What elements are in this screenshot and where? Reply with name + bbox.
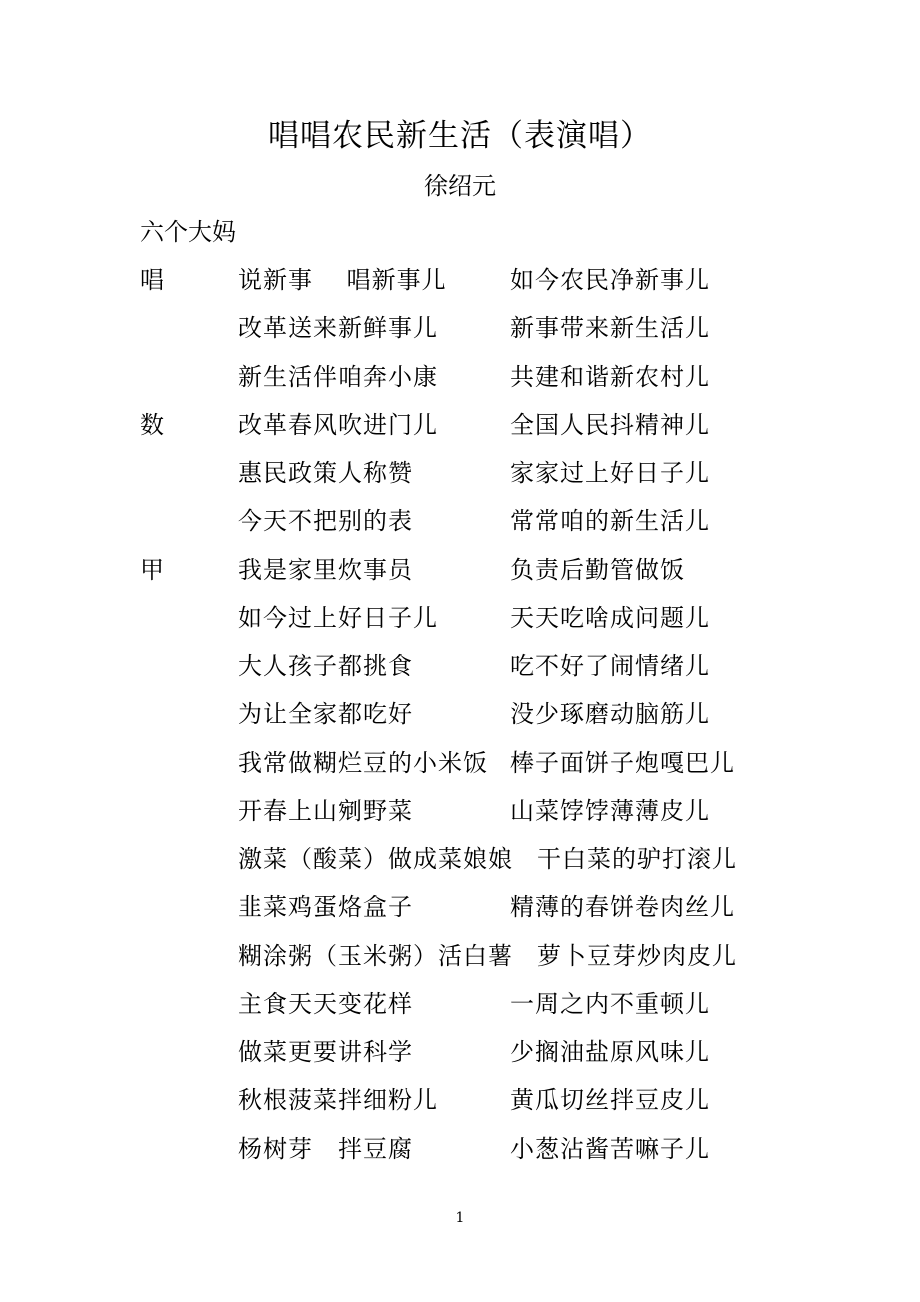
verse-line-second-half: 全国人民抖精神儿 [510, 410, 710, 439]
verse-line [0, 982, 920, 1030]
verse-line-second-half: 没少琢磨动脑筋儿 [510, 700, 710, 729]
verse-line [0, 451, 920, 499]
verse-line-second-half: 干白菜的驴打滚儿 [537, 845, 737, 873]
verse-line-second-half: 共建和谐新农村儿 [510, 362, 710, 391]
verse-line-first-half: 我是家里炊事员 [238, 555, 413, 584]
speaker-label: 甲 [140, 555, 164, 584]
verse-line-second-half: 一周之内不重顿儿 [510, 989, 710, 1018]
document-title: 唱唱农民新生活（表演唱） [268, 118, 652, 154]
verse-line-first-half: 新生活伴咱奔小康 [238, 362, 438, 391]
verse-line [0, 837, 920, 885]
verse-line-first-half: 大人孩子都挑食 [238, 652, 413, 680]
verse-line-first-half: 杨树芽 拌豆腐 [238, 1134, 413, 1163]
section-heading: 六个大妈 [140, 218, 236, 246]
verse-line-second-half: 如今农民净新事儿 [510, 266, 710, 294]
verse-line-second-half: 精薄的春饼卷肉丝儿 [510, 893, 735, 922]
verse-line-first-half: 今天不把别的表 [238, 507, 413, 536]
verse-line-second-half: 吃不好了闹情绪儿 [510, 652, 710, 680]
verse-line-first-half: 秋根菠菜拌细粉儿 [238, 1086, 438, 1115]
verse-line-second-half: 负责后勤管做饭 [510, 555, 685, 584]
verse-line-first-half: 做菜更要讲科学 [238, 1038, 413, 1066]
verse-line-second-half: 山菜饽饽薄薄皮儿 [510, 796, 710, 825]
verse-line-first-half: 韭菜鸡蛋烙盒子 [238, 893, 413, 922]
verse-line [0, 741, 920, 789]
verse-line-second-half: 少搁油盐原风味儿 [510, 1038, 710, 1066]
verse-line-first-half: 糊涂粥（玉米粥）活白薯 [238, 941, 513, 970]
verse-line [0, 644, 920, 692]
speaker-label: 数 [140, 410, 164, 439]
verse-line-first-half: 改革春风吹进门儿 [238, 410, 438, 439]
verse-line-first-half: 说新事 唱新事儿 [238, 266, 447, 294]
verse-line [0, 306, 920, 354]
verse-line-second-half: 萝卜豆芽炒肉皮儿 [537, 941, 737, 970]
verse-line [0, 1030, 920, 1078]
verse-line [0, 934, 920, 982]
verse-line [0, 885, 920, 933]
verse-line-second-half: 黄瓜切丝拌豆皮儿 [510, 1086, 710, 1115]
verse-line-second-half: 常常咱的新生活儿 [510, 507, 710, 536]
verse-line [0, 1127, 920, 1175]
verse-line-first-half: 惠民政策人称赞 [238, 459, 413, 487]
verse-line-first-half: 为让全家都吃好 [238, 700, 413, 729]
verse-line-second-half: 新事带来新生活儿 [510, 314, 710, 343]
verse-line-first-half: 开春上山剜野菜 [238, 796, 413, 825]
verse-line-first-half: 我常做糊烂豆的小米饭 [238, 748, 488, 777]
verse-line-first-half: 如今过上好日子儿 [238, 603, 438, 632]
verse-line-second-half: 天天吃啥成问题儿 [510, 603, 710, 632]
verse-line [0, 403, 920, 451]
verse-line-first-half: 激菜（酸菜）做成菜娘娘 [238, 845, 513, 873]
verse-line-first-half: 改革送来新鲜事儿 [238, 314, 438, 343]
verse-line-first-half: 主食天天变花样 [238, 989, 413, 1018]
verse-line [0, 692, 920, 740]
verse-block [0, 258, 920, 1175]
verse-line-second-half: 家家过上好日子儿 [510, 459, 710, 487]
verse-line [0, 355, 920, 403]
verse-line [0, 789, 920, 837]
page-number: 1 [455, 1210, 465, 1226]
verse-line-second-half: 棒子面饼子炮嘎巴儿 [510, 748, 735, 777]
author-name: 徐绍元 [424, 172, 496, 200]
verse-line [0, 499, 920, 547]
verse-line [0, 548, 920, 596]
verse-line-second-half: 小葱沾酱苦嘛子儿 [510, 1134, 710, 1163]
verse-line [0, 258, 920, 306]
verse-line [0, 596, 920, 644]
speaker-label: 唱 [140, 266, 164, 294]
verse-line [0, 1078, 920, 1126]
